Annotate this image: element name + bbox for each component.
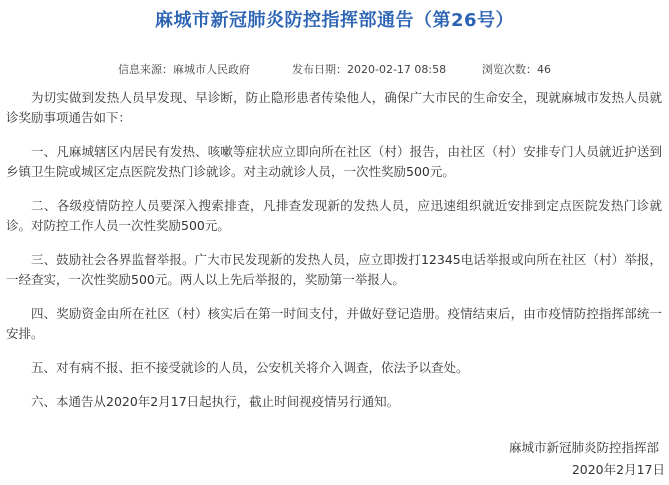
- article-item-4: 四、奖励资金由所在社区（村）核实后在第一时间支付，并做好登记造册。疫情结束后，由市疫情防控指挥部统一安排。: [6, 306, 662, 341]
- article-item-1: 一、凡麻城辖区内居民有发热、咳嗽等症状应立即向所在社区（村）报告，由社区（村）安排专门人员就近护送到乡镇卫生院或城区定点医院发热门诊就诊。对主动就诊人员，一次性奖励500元。: [6, 144, 662, 179]
- page-title: 麻城市新冠肺炎防控指挥部通告（第26号）: [154, 10, 515, 31]
- article-meta: [0, 62, 669, 78]
- signature-date: 2020年2月17日: [571, 462, 665, 477]
- article-body: [6, 88, 662, 426]
- view-count: 浏览次数：46: [482, 63, 551, 76]
- article-item-3: 三、鼓励社会各界监督举报。广大市民发现新的发热人员，应立即拨打12345电话举报或向所在社区（村）举报，一经查实，一次性奖励500元。两人以上先后举报的，奖励第一举报人。: [6, 252, 662, 287]
- info-source: 信息来源：麻城市人民政府: [118, 63, 250, 76]
- intro-paragraph: 为切实做到发热人员早发现、早诊断，防止隐形患者传染他人，确保广大市民的生命安全，现就麻城市发热人员就诊奖励事项通告如下：: [6, 90, 662, 125]
- article-item-2: 二、各级疫情防控人员要深入搜索排查，凡排查发现新的发热人员，应迅速组织就近安排到定点医院发热门诊就诊。对防控工作人员一次性奖励500元。: [6, 198, 662, 233]
- publish-date: 发布日期：2020-02-17 08:58: [292, 63, 447, 76]
- article-item-6: 六、本通告从2020年2月17日起执行，截止时间视疫情另行通知。: [31, 394, 400, 409]
- article-item-5: 五、对有病不报、拒不接受就诊的人员，公安机关将介入调查，依法予以查处。: [31, 360, 469, 375]
- signature: 麻城市新冠肺炎防控指挥部: [508, 440, 659, 455]
